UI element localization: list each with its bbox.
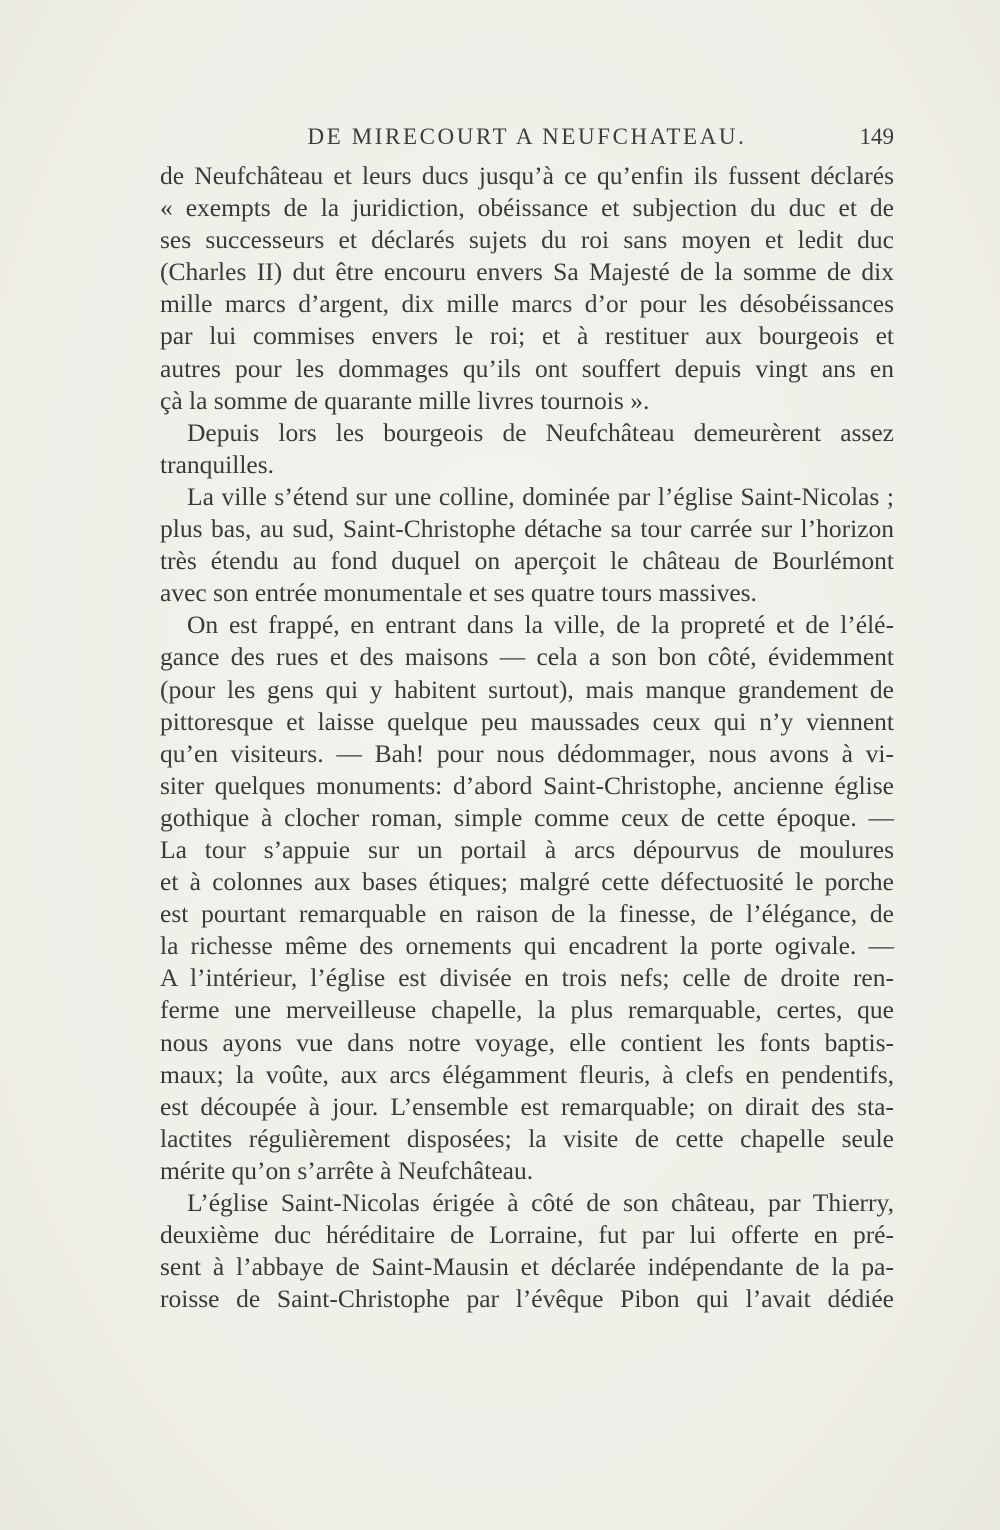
text-line: de Neufchâteau et leurs ducs jusqu’à ce qu’enfin ils fussent déclarés xyxy=(160,161,894,190)
text-line: (pour les gens qui y habitent surtout), mais manque grandement de xyxy=(160,674,894,704)
text-line: siter quelques monuments: d’abord Saint-Christophe, ancienne église xyxy=(160,770,894,800)
text-line: la richesse même des ornements qui encadrent la porte ogivale. — xyxy=(160,931,894,961)
text-line: tranquilles. xyxy=(160,449,275,479)
text-line: La ville s’étend sur une colline, dominée par l’église Saint-Nicolas ; xyxy=(187,481,894,511)
text-line: est pourtant remarquable en raison de la finesse, de l’élégance, de xyxy=(160,899,894,929)
paragraph xyxy=(160,417,894,481)
paragraph xyxy=(160,160,894,417)
paragraph xyxy=(160,1187,894,1315)
text-line: plus bas, au sud, Saint-Christophe détache sa tour carrée sur l’horizon xyxy=(160,514,894,544)
text-line: maux; la voûte, aux arcs élégamment fleuris, à clefs en pendentifs, xyxy=(160,1059,894,1089)
text-line: deuxième duc héréditaire de Lorraine, fut par lui offerte en pré- xyxy=(160,1220,894,1250)
text-line: est découpée à jour. L’ensemble est remarquable; on dirait des sta- xyxy=(160,1091,894,1121)
text-line: lactites régulièrement disposées; la visite de cette chapelle seule xyxy=(160,1123,894,1153)
text-line: On est frappé, en entrant dans la ville, de la propreté et de l’élé- xyxy=(187,610,894,640)
text-line: mille marcs d’argent, dix mille marcs d’or pour les désobéissances xyxy=(160,289,894,319)
text-line: L’église Saint-Nicolas érigée à côté de son château, par Thierry, xyxy=(187,1188,894,1217)
body-text xyxy=(160,160,894,1315)
text-line: très étendu au fond duquel on aperçoit le château de Bourlémont xyxy=(160,546,894,576)
text-line: La tour s’appuie sur un portail à arcs dépourvus de moulures xyxy=(160,834,894,864)
text-line: qu’en visiteurs. — Bah! pour nous dédommager, nous avons à vi- xyxy=(160,738,894,768)
running-title: DE MIRECOURT A NEUFCHATEAU. xyxy=(307,124,747,149)
paragraph xyxy=(160,609,894,1187)
text-line: Depuis lors les bourgeois de Neufchâteau demeurèrent assez xyxy=(187,417,894,447)
text-line: ferme une merveilleuse chapelle, la plus remarquable, certes, que xyxy=(160,995,894,1025)
text-line: par lui commises envers le roi; et à restituer aux bourgeois et xyxy=(160,321,894,351)
text-line: gothique à clocher roman, simple comme ceux de cette époque. — xyxy=(160,802,894,832)
text-line: nous ayons vue dans notre voyage, elle contient les fonts baptis- xyxy=(160,1027,894,1057)
page-number: 149 xyxy=(859,124,894,149)
text-line: sent à l’abbaye de Saint-Mausin et déclarée indépendante de la pa- xyxy=(160,1252,894,1282)
text-line: pittoresque et laisse quelque peu maussades ceux qui n’y viennent xyxy=(160,706,894,736)
text-line: roisse de Saint-Christophe par l’évêque Pibon qui l’avait dédiée xyxy=(160,1284,894,1314)
paragraph xyxy=(160,481,894,609)
text-line: ses successeurs et déclarés sujets du roi sans moyen et ledit duc xyxy=(160,225,894,255)
text-line: « exempts de la juridiction, obéissance et subjection du duc et de xyxy=(160,193,894,223)
text-line: (Charles II) dut être encouru envers Sa Majesté de la somme de dix xyxy=(160,257,894,287)
text-line: et à colonnes aux bases étiques; malgré cette défectuosité le porche xyxy=(160,867,894,897)
page-header xyxy=(160,122,894,158)
text-line: A l’intérieur, l’église est divisée en trois nefs; celle de droite ren- xyxy=(160,963,894,993)
text-line: mérite qu’on s’arrête à Neufchâteau. xyxy=(160,1155,534,1185)
text-line: gance des rues et des maisons — cela a son bon côté, évidemment xyxy=(160,642,894,672)
text-line: çà la somme de quarante mille livres tournois ». xyxy=(160,385,650,415)
text-line: avec son entrée monumentale et ses quatre tours massives. xyxy=(160,578,757,608)
text-line: autres pour les dommages qu’ils ont souffert depuis vingt ans en xyxy=(160,353,894,383)
